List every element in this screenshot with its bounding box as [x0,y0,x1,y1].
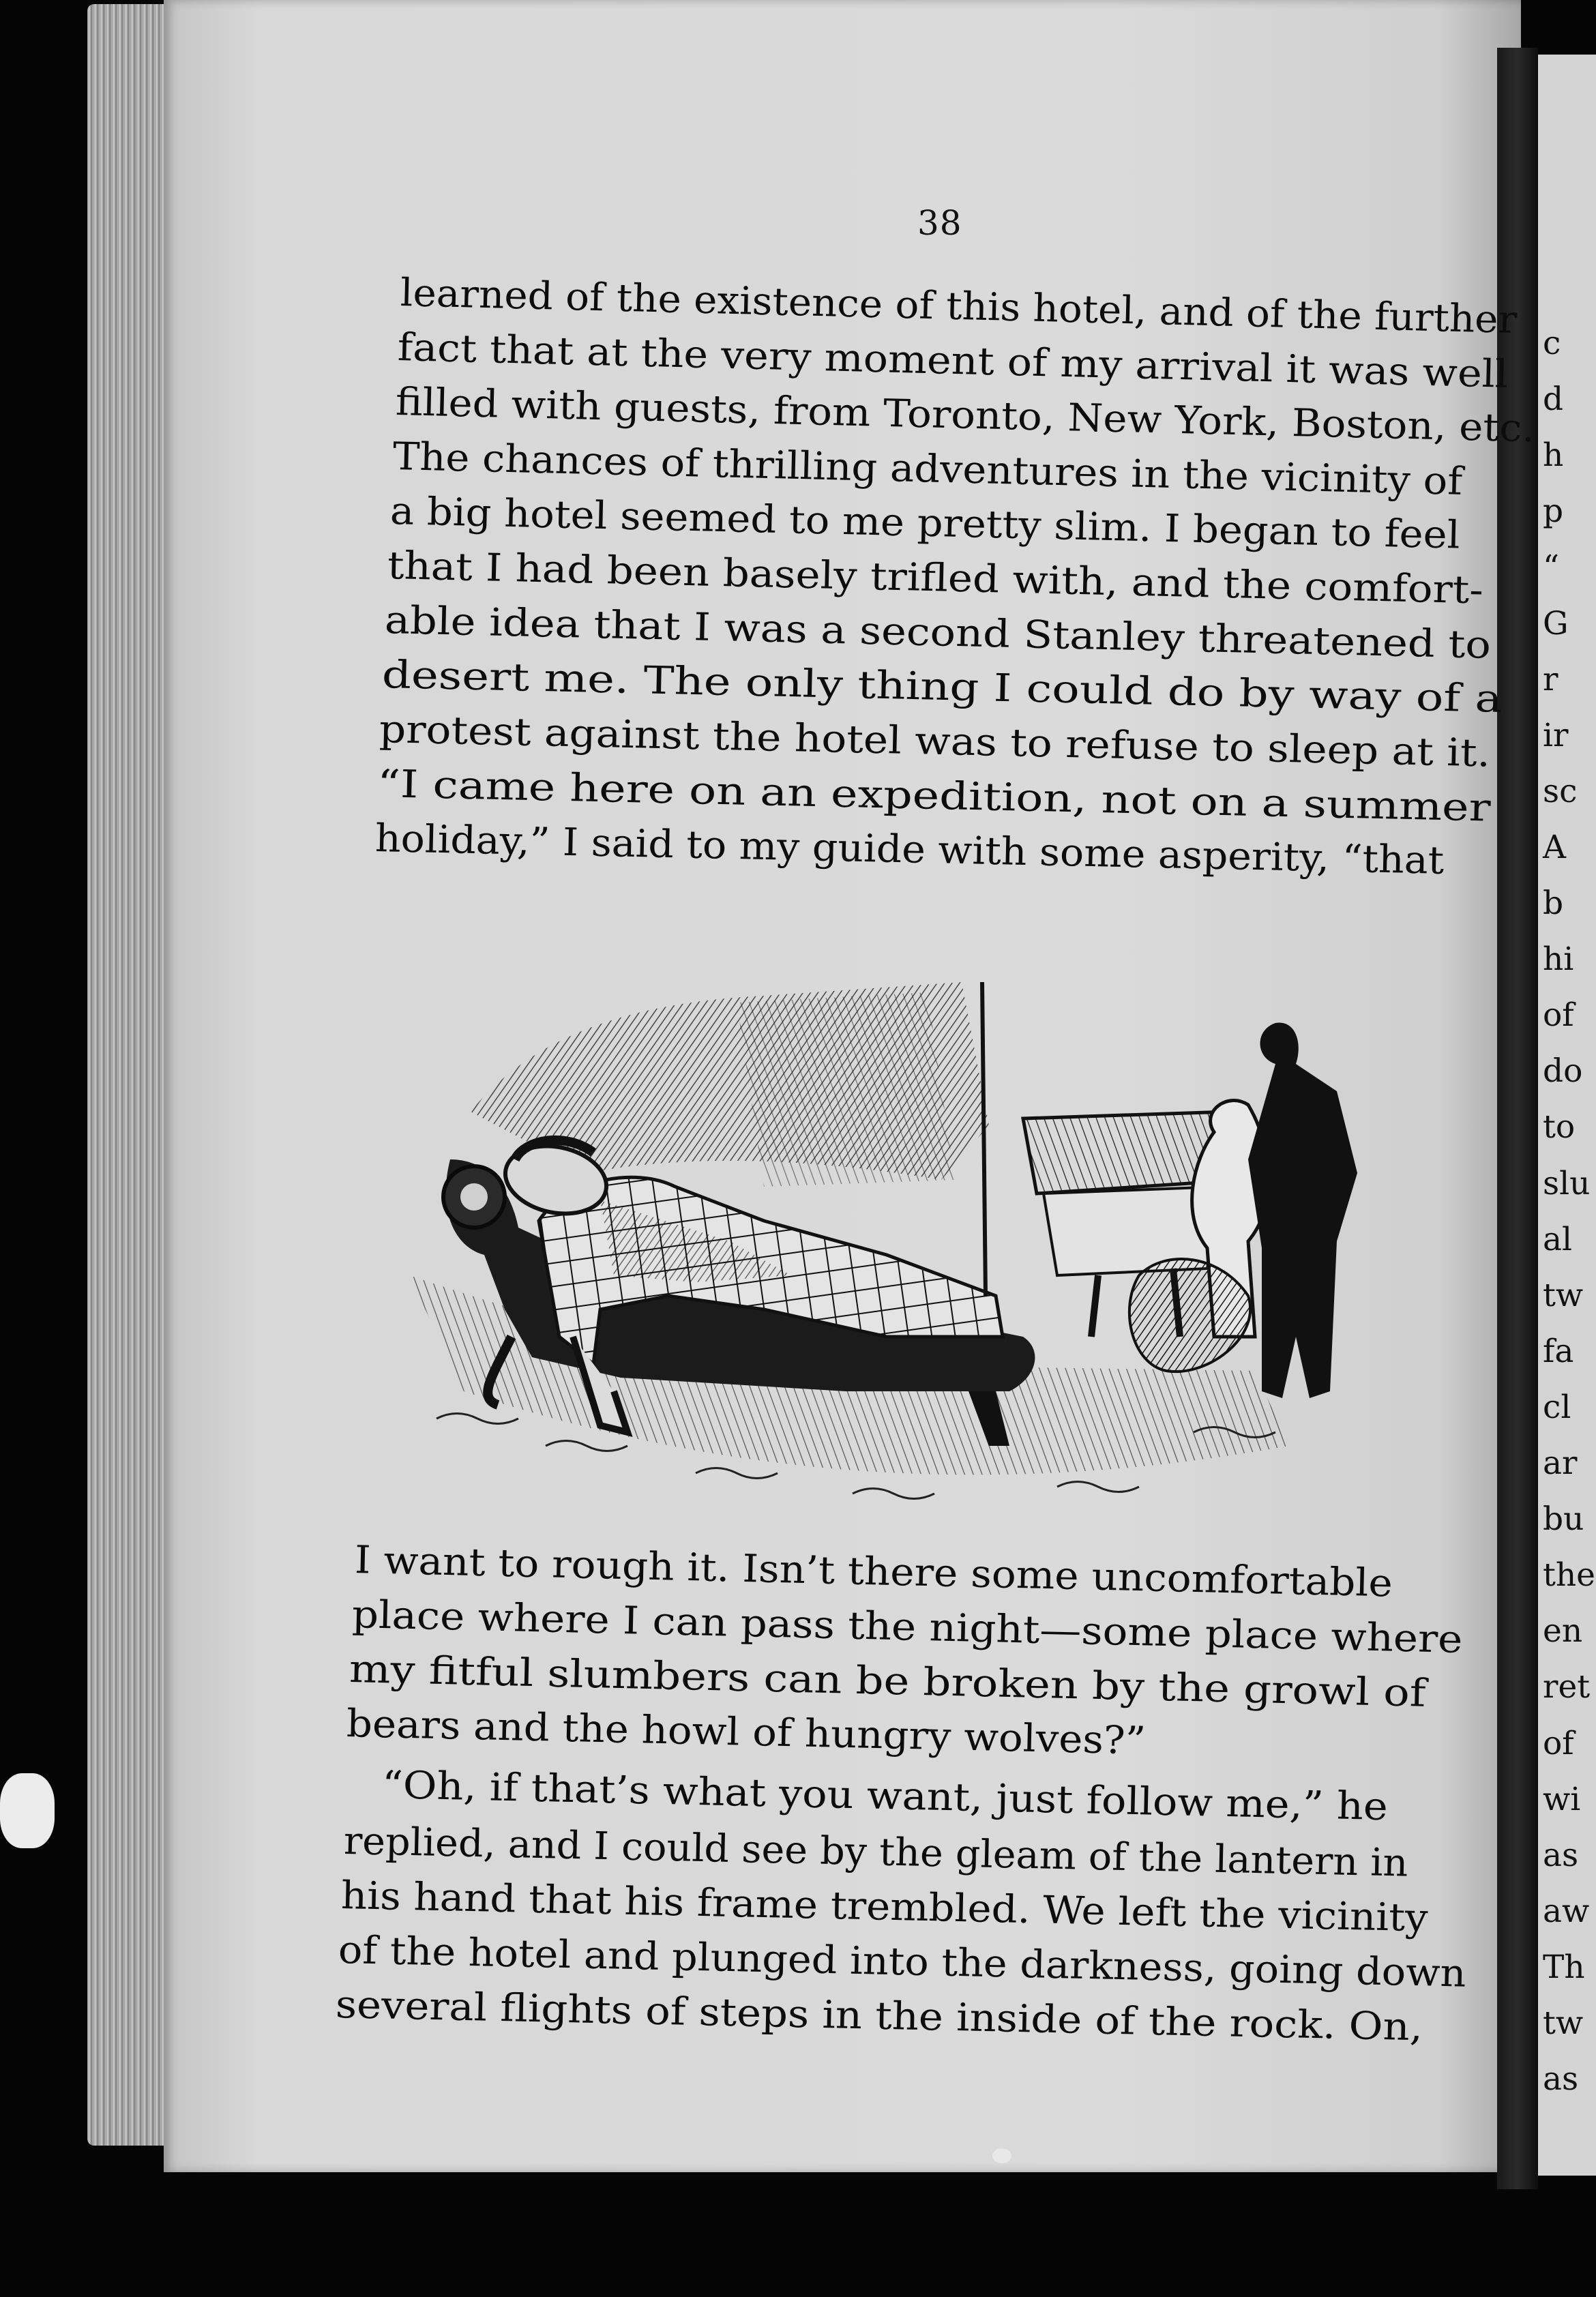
facing-page-fragment: en [1543,1612,1583,1650]
scan-speck [992,2148,1011,2163]
facing-page-fragment: aw [1543,1892,1590,1930]
facing-page-fragment: G [1543,604,1569,642]
facing-page-fragment: b [1543,885,1564,922]
facing-page-fragment: sc [1543,772,1578,810]
facing-page-fragment: slu [1543,1164,1591,1202]
facing-page-fragment: the [1543,1556,1595,1595]
text-line: filled with guests, from Toronto, New York, Boston, etc. [395,380,1536,451]
facing-page-fragment: “ [1543,548,1560,587]
text-line: of the hotel and plunged into the darkness, going down [338,1928,1467,1996]
facing-page-fragment: hi [1543,940,1574,979]
facing-page-fragment: ir [1543,716,1569,754]
facing-page-fragment: of [1543,996,1574,1035]
facing-page-fragment: A [1543,828,1566,866]
text-line: a big hotel seemed to me pretty slim. I began to feel [389,489,1461,558]
facing-page-fragment: wi [1543,1780,1581,1818]
facing-page-fragment: tw [1543,2004,1584,2042]
text-line: desert me. The only thing I could do by way of a [381,653,1503,722]
illustration-man-on-sofa [409,955,1398,1521]
text-line: fact that at the very moment of my arrival it was well [397,325,1509,397]
facing-page-fragment: tw [1543,1276,1584,1314]
facing-page-fragment: as [1543,1836,1579,1874]
facing-page-fragment: c [1543,325,1561,362]
text-line: protest against the hotel was to refuse to sleep at it. [379,707,1491,776]
text-line: several flights of steps in the inside of the rock. On, [335,1983,1423,2050]
facing-page-fragment: to [1543,1108,1576,1146]
text-line: learned of the existence of this hotel, and of the further [400,271,1518,343]
facing-page-fragment: h [1543,436,1564,475]
facing-page-fragment: cl [1543,1388,1571,1426]
text-line: I want to rough it. Isn’t there some uncomfortable [354,1538,1393,1606]
facing-page-fragment: bu [1543,1500,1584,1539]
text-line: my fitful slumbers can be broken by the growl of [349,1647,1427,1716]
text-line: able idea that I was a second Stanley threatened to [384,598,1492,668]
scan-speck [0,1773,55,1848]
text-line: replied, and I could see by the gleam of the lantern in [343,1819,1409,1886]
text-line: “Oh, if that’s what you want, just follow me,” he [381,1763,1389,1830]
text-line: The chances of thrilling adventures in the vicinity of [392,434,1463,504]
text-line: “I came here on an expedition, not on a summer [376,762,1492,831]
facing-page-fragment: fa [1543,1332,1574,1370]
text-line: his hand that his frame trembled. We left the vicinity [340,1873,1429,1941]
facing-page-fragment: of [1543,1724,1574,1762]
facing-page-fragment: p [1543,492,1564,531]
facing-page-fragment: Th [1543,1948,1585,1986]
facing-page-fragment: d [1543,381,1564,419]
facing-page-fragment: r [1543,660,1558,698]
facing-page-fragment: as [1543,2060,1579,2099]
text-line: place where I can pass the night—some place where [351,1592,1464,1662]
text-line: bears and the howl of hungry wolves?” [346,1702,1147,1764]
page-number: 38 [917,203,962,243]
facing-page-fragment: ret [1543,1668,1591,1706]
facing-page-fragment: al [1543,1220,1573,1258]
facing-page-fragment: do [1543,1052,1583,1091]
text-line: that I had been basely trifled with, and the comfort- [387,544,1484,613]
text-line: holiday,” I said to my guide with some asperity, “that [374,816,1445,883]
facing-page-fragment: ar [1543,1444,1578,1482]
